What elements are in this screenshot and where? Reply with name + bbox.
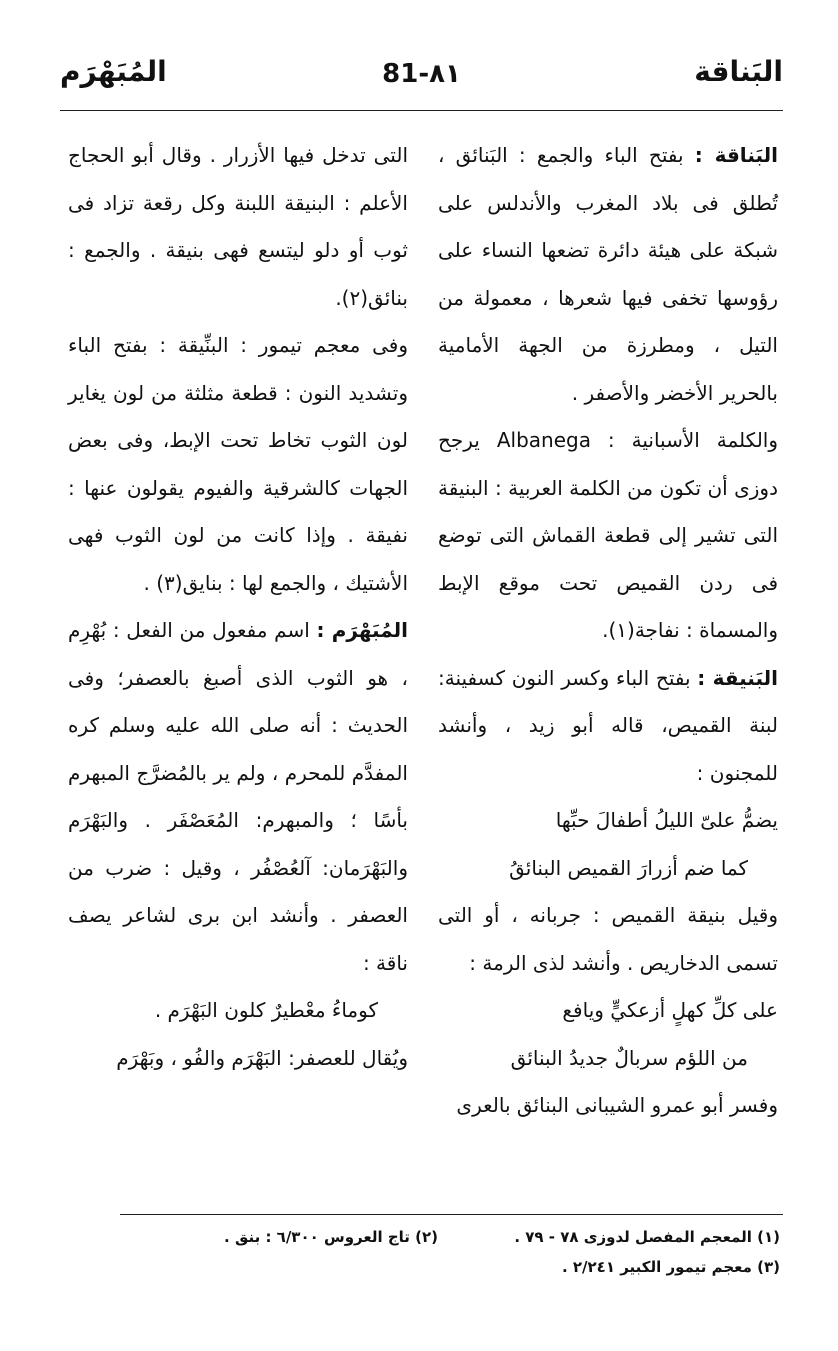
entry-text: وفسر أبو عمرو الشيبانى البنائق بالعرى <box>456 1093 778 1117</box>
entry-text: وفى معجم تيمور : البنِّيقة : بفتح الباء وتشديد النون : قطعة مثلثة من لون يغاير لون الثوب تخاط تحت الإبط، وفى بعض الجهات كالشرقية والفيوم يقولون عنها : نفيقة . وإذا كانت من لون الثوب فهى الأشتيك ، والجمع لها : بنايق(٣) . <box>68 333 408 595</box>
page-number: 81-٨١ <box>382 59 461 89</box>
running-headword-right: البَناقة <box>694 55 783 88</box>
entry-text: والكلمة الأسبانية : Albanega يرجح دوزى أن تكون من الكلمة العربية : البنيقة التى تشير إلى قطعة القماش التى توضع فى ردن القميص تحت موقع الإبط والمسماة : نفاجة(١). <box>438 428 779 642</box>
entry-term: البَنيقة : <box>697 665 779 690</box>
entry-term: المُبَهْرَم : <box>316 618 408 642</box>
header-rule <box>60 110 783 111</box>
entry-text: بفتح الباء وكسر النون كسفينة: لبنة القميص، قاله أبو زيد ، وأنشد للمجنون : <box>438 665 778 785</box>
verse-line: كوماءُ معْطيرٌ كلون البَهْرَم . <box>154 998 378 1022</box>
entry-paragraph <box>68 607 408 987</box>
entry-paragraph <box>438 655 778 798</box>
entry-text: ويُقال للعصفر: البَهْرَم والفُو ، وبَهْرَم <box>116 1045 408 1070</box>
right-column <box>438 132 778 1130</box>
entry-text: التى تدخل فيها الأزرار . وقال أبو الحجاج الأعلم : البنيقة اللبنة وكل رقعة تزاد فى ثوب أو دلو ليتسع فهى بنيقة . والجمع : بنائق(٢). <box>68 143 408 310</box>
entry-paragraph <box>438 1082 778 1130</box>
verse-line: يضمُّ علىّ الليلُ أطفالَ حبِّها <box>555 808 778 832</box>
verse-line: كما ضم أزرارَ القميص البنائقُ <box>509 855 748 880</box>
entry-paragraph <box>68 132 408 322</box>
entry-paragraph <box>68 1035 408 1083</box>
entry-term: البَناقة : <box>694 143 779 167</box>
entry-text: وقيل بنيقة القميص : جربانه ، أو التى تسمى الدخاريص . وأنشد لذى الرمة : <box>438 903 778 975</box>
footnote-3: (٣) معجم تيمور الكبير ٢/٢٤١ . <box>561 1258 780 1276</box>
running-headword-left: المُبَهْرَم <box>60 55 167 88</box>
footnote-2: (٢) تاج العروس ٦/٣٠٠ : بنق . <box>224 1228 438 1246</box>
entry-text: بفتح الباء والجمع : البَنائق ، تُطلق فى بلاد المغرب والأندلس على شبكة على هيئة دائرة تضعها النساء على رؤوسها تخفى فيها شعرها ، معمولة من التيل ، ومطرزة من الجهة الأمامية بالحرير الأخضر والأصفر . <box>438 143 778 405</box>
footnote-1: (١) المعجم المفصل لدوزى ٧٨ - ٧٩ . <box>514 1228 780 1246</box>
entry-text: اسم مفعول من الفعل : بُهْرِم ، هو الثوب الذى أصبغ بالعصفر؛ وفى الحديث : أنه صلى الله عليه وسلم كره المفدَّم للمحرم ، ولم ير بالمُضرَّج المبهرم بأسًا ؛ والمبهرم: المُعَصْفَر . والبَهْرَم والبَهْرَمان: آلعُصْفُر ، وقيل : ضرب من العصفر . وأنشد ابن برى لشاعر يصف ناقة : <box>68 618 408 975</box>
verse-line: من اللؤم سربالٌ جديدُ البنائق <box>510 1045 748 1070</box>
page-header <box>60 55 783 105</box>
footnote-rule <box>120 1214 783 1215</box>
entry-paragraph <box>438 417 778 655</box>
verse-line: على كلِّ كهلٍ أزعكيٍّ ويافع <box>562 998 778 1022</box>
entry-paragraph <box>68 322 408 607</box>
entry-paragraph <box>438 132 778 417</box>
entry-paragraph <box>438 892 778 987</box>
left-column <box>68 132 408 1082</box>
